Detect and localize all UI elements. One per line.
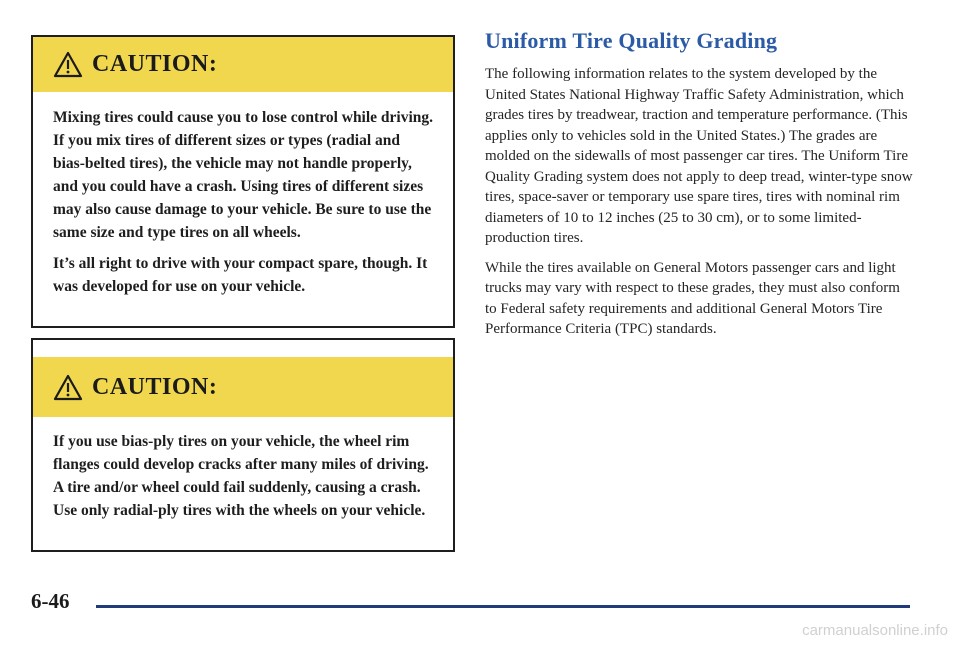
- warning-triangle-icon: [53, 51, 83, 78]
- caution-paragraph: Mixing tires could cause you to lose control while driving. If you mix tires of different sizes or types (radial and bias-belted tires), the vehicle may not handle properly, and you could have a crash. Using tires of different sizes may also cause damage to your vehicle. Be sure to use the same size and type tires on all wheels.: [53, 109, 434, 241]
- caution-box-bias-ply: [31, 338, 455, 552]
- page-number: 6-46: [31, 589, 70, 613]
- caution-title: CAUTION:: [92, 373, 218, 400]
- caution-body: [53, 430, 435, 530]
- caution-box-mixing-tires: [31, 35, 455, 328]
- section-paragraph: While the tires available on General Motors passenger cars and light trucks may vary with respect to these grades, they must also conform to Federal safety requirements and additional General Motors Tire Performance Criteria (TPC) standards.: [485, 259, 900, 337]
- section-paragraph: The following information relates to the system developed by the United States National Highway Traffic Safety Administration, which grades tires by treadwear, traction and temperature performance. (This applies only to vehicles sold in the United States.) The grades are molded on the sidewalls of most passenger car tires. The Uniform Tire Quality Grading system does not apply to deep tread, winter-type snow tires, space-saver or temporary use spare tires, tires with nominal rim diameters of 10 to 12 inches (25 to 30 cm), or to some limited-production tires.: [485, 66, 913, 246]
- section-title: Uniform Tire Quality Grading: [485, 28, 778, 53]
- caution-body: [53, 106, 435, 306]
- caution-title: CAUTION:: [92, 51, 218, 77]
- warning-triangle-icon: [53, 374, 83, 401]
- caution-paragraph: It’s all right to drive with your compact spare, though. It was developed for use on your vehicle.: [53, 255, 428, 295]
- caution-paragraph: If you use bias-ply tires on your vehicle, the wheel rim flanges could develop cracks after many miles of driving. A tire and/or wheel could fail suddenly, causing a crash. Use only radial-ply tires with the wheels on your vehicle.: [53, 433, 429, 519]
- caution-header: [33, 37, 453, 92]
- uniform-tire-quality-section: [485, 28, 915, 349]
- watermark: carmanualsonline.info: [802, 622, 948, 639]
- caution-header: [33, 357, 453, 417]
- footer-rule: [96, 605, 910, 608]
